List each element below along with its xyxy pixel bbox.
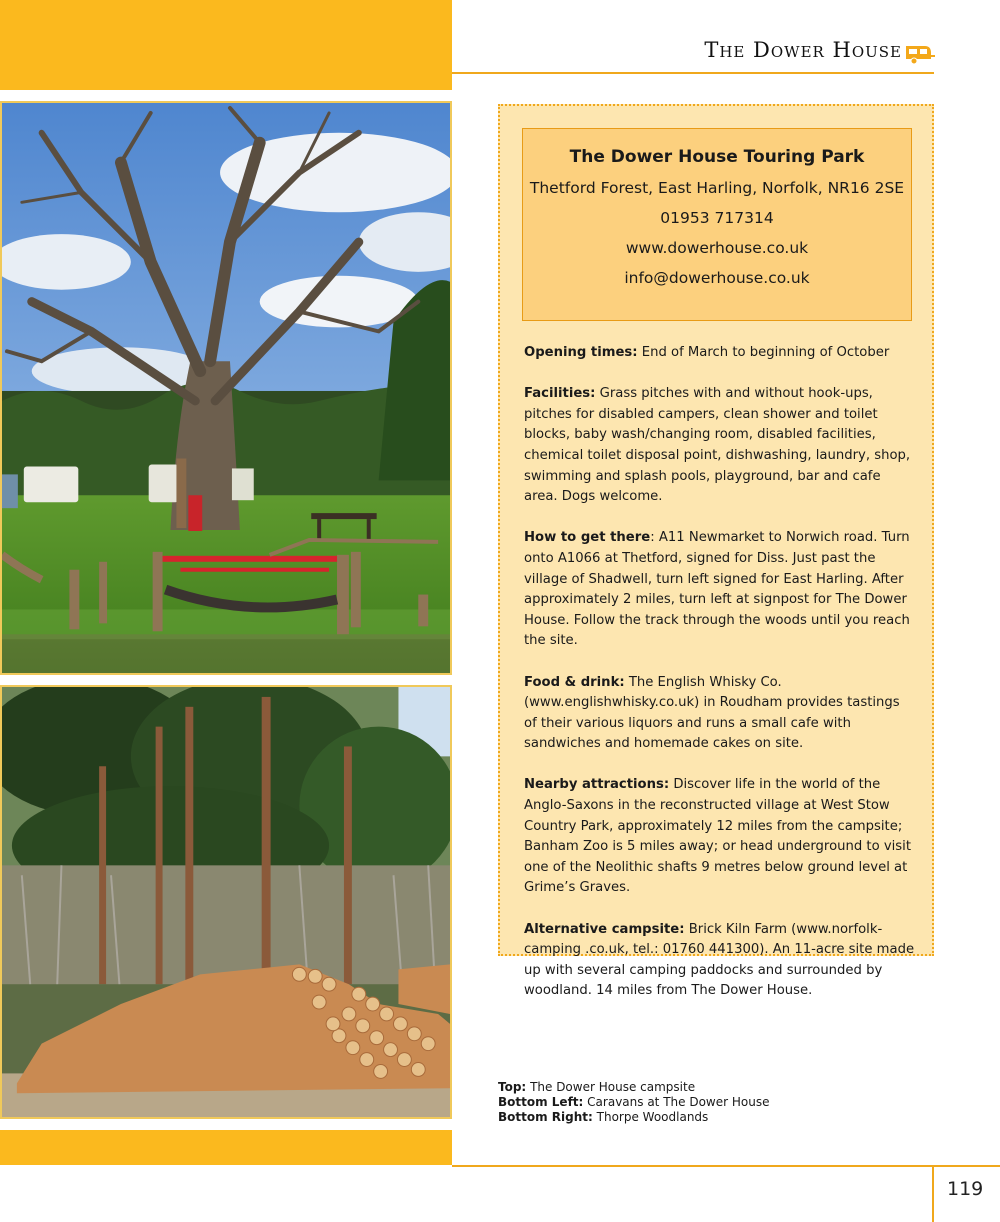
opening-text: End of March to beginning of October — [641, 345, 890, 360]
caption-top-text: The Dower House campsite — [530, 1080, 696, 1094]
woodland-photo — [0, 685, 452, 1119]
caption-bottom-left-label: Bottom Left: — [498, 1095, 584, 1109]
caption-top — [498, 1080, 769, 1095]
park-phone: 01953 717314 — [660, 209, 774, 227]
opening-times — [524, 343, 916, 364]
nearby-attractions — [524, 775, 916, 899]
page-number: 119 — [947, 1178, 984, 1200]
alternative-text: Brick Kiln Farm (www.norfolk-camping .co.uk, tel.: 01760 441300). An 11-acre site made up with several camping paddocks and surrounded by woodland. 14 miles from The Dower House. — [524, 921, 915, 999]
facilities-label: Facilities: — [524, 386, 596, 402]
park-website[interactable]: www.dowerhouse.co.uk — [625, 239, 809, 257]
campsite-photo — [0, 101, 452, 675]
photo-captions — [498, 1080, 769, 1125]
info-panel — [498, 104, 934, 999]
alternative-campsite — [524, 920, 916, 1002]
header-rule — [452, 72, 934, 74]
caption-bottom-left-text: Caravans at The Dower House — [587, 1095, 770, 1109]
caption-bottom-left — [498, 1095, 769, 1110]
food-label: Food & drink: — [524, 674, 625, 690]
caravan-icon — [903, 42, 935, 66]
park-location: Thetford Forest, East Harling, Norfolk, NR16 2SE — [529, 179, 905, 197]
caption-bottom-right-text: Thorpe Woodlands — [596, 1110, 709, 1124]
alternative-label: Alternative campsite: — [524, 921, 685, 937]
directions-text: : A11 Newmarket to Norwich road. Turn onto A1066 at Thetford, signed for Diss. Just past the village of Shadwell, turn left signed for East Harling. After approximately 2 miles, turn left at signpost for The Dower House. Follow the track through the woods until you reach the site. — [524, 530, 910, 649]
top-color-band — [0, 0, 452, 90]
directions — [524, 528, 916, 652]
caption-top-label: Top: — [498, 1080, 527, 1094]
details-text — [524, 343, 916, 1023]
food-text: The English Whisky Co. (www.englishwhisky.co.uk) in Roudham provides tastings of their various liquors and runs a small cafe with sandwiches and homemade cakes on site. — [524, 674, 900, 752]
opening-label: Opening times: — [524, 345, 638, 360]
facilities-text: Grass pitches with and without hook-ups, pitches for disabled campers, clean shower and toilet blocks, baby wash/changing room, disabled facilities, chemical toilet disposal point, dishwashing, laundry, shop, swimming and splash pools, playground, bar and cafe area. Dogs welcome. — [524, 386, 911, 505]
attractions-text: Discover life in the world of the Anglo-Saxons in the reconstructed village at West Stow Country Park, approximately 12 miles from the campsite; Banham Zoo is 5 miles away; or head underground to visit one of the Neolithic shafts 9 metres below ground level at Grime’s Graves. — [524, 777, 912, 896]
bottom-color-band — [0, 1130, 452, 1165]
food-drink — [524, 673, 916, 755]
facilities — [524, 384, 916, 508]
caption-bottom-right-label: Bottom Right: — [498, 1110, 593, 1124]
attractions-label: Nearby attractions: — [524, 777, 670, 793]
running-head: The Dower House — [704, 38, 902, 62]
park-email[interactable]: info@dowerhouse.co.uk — [624, 269, 810, 287]
footer-divider — [932, 1165, 934, 1222]
caption-bottom-right — [498, 1110, 769, 1125]
park-name: The Dower House Touring Park — [569, 147, 865, 167]
address-box — [522, 128, 912, 321]
directions-label: How to get there — [524, 530, 651, 546]
footer-rule — [452, 1165, 1000, 1167]
